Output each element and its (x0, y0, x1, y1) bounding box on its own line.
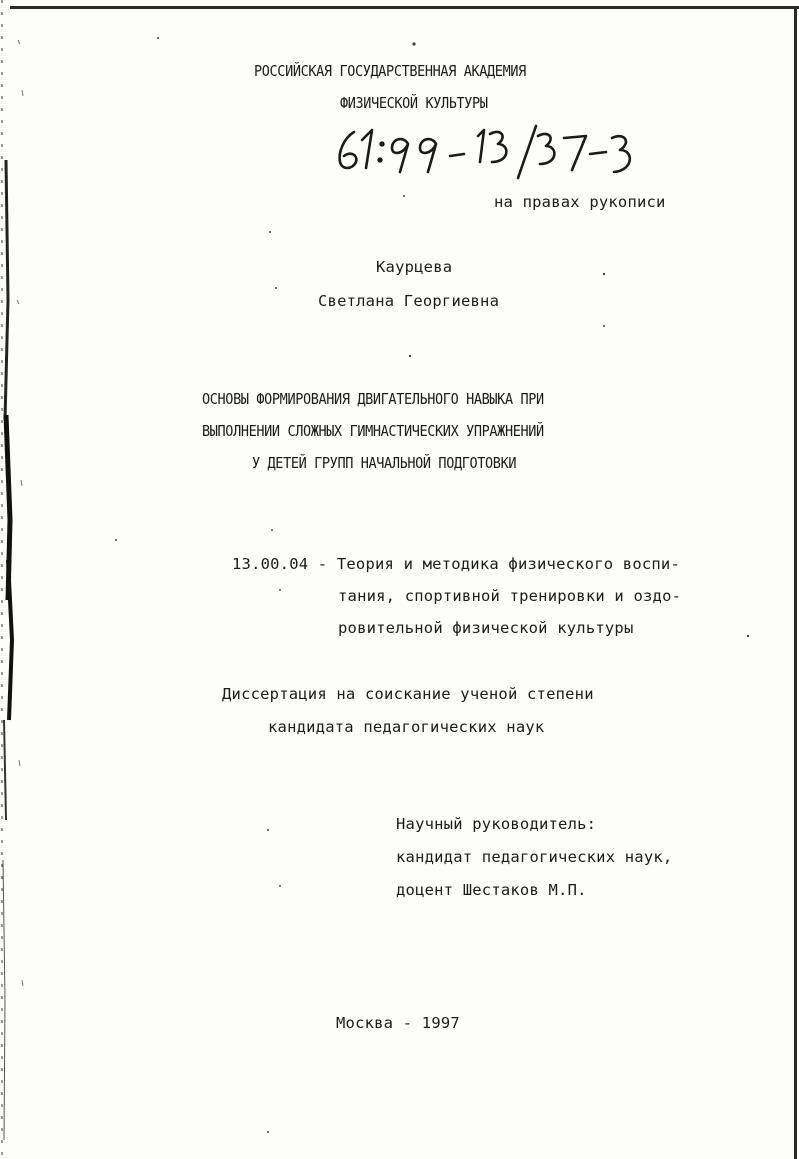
scan-binding-edge (0, 0, 28, 1159)
dissertation-title-line-3: У ДЕТЕЙ ГРУПП НАЧАЛЬНОЙ ПОДГОТОВКИ (252, 454, 517, 472)
dissertation-title-line-1: ОСНОВЫ ФОРМИРОВАНИЯ ДВИГАТЕЛЬНОГО НАВЫКА ПРИ (202, 390, 544, 408)
degree-line-2: кандидата педагогических наук (268, 718, 545, 736)
scan-edge-right (794, 6, 797, 1159)
scan-edge-top (10, 6, 799, 9)
supervisor-line-3: доцент Шестаков М.П. (396, 881, 587, 899)
author-given-names: Светлана Георгиевна (318, 292, 500, 310)
degree-line-1: Диссертация на соискание ученой степени (222, 685, 594, 703)
specialty-line-3: ровительной физической культуры (338, 619, 634, 637)
institution-line-1: РОССИЙСКАЯ ГОСУДАРСТВЕННАЯ АКАДЕМИЯ (254, 62, 526, 80)
supervisor-line-2: кандидат педагогических наук, (396, 848, 673, 866)
city-year: Москва - 1997 (336, 1014, 460, 1032)
supervisor-line-1: Научный руководитель: (396, 815, 597, 833)
rights-note: на правах рукописи (494, 193, 666, 211)
dissertation-title-line-2: ВЫПОЛНЕНИИ СЛОЖНЫХ ГИМНАСТИЧЕСКИХ УПРАЖНЕНИЙ (202, 422, 544, 440)
institution-line-2: ФИЗИЧЕСКОЙ КУЛЬТУРЫ (340, 94, 488, 112)
archive-mark-handwritten (332, 122, 652, 184)
specialty-line-1: 13.00.04 - Теория и методика физического воспи- (232, 555, 680, 573)
author-surname: Каурцева (376, 258, 453, 276)
specialty-line-2: тания, спортивной тренировки и оздо- (338, 587, 682, 605)
